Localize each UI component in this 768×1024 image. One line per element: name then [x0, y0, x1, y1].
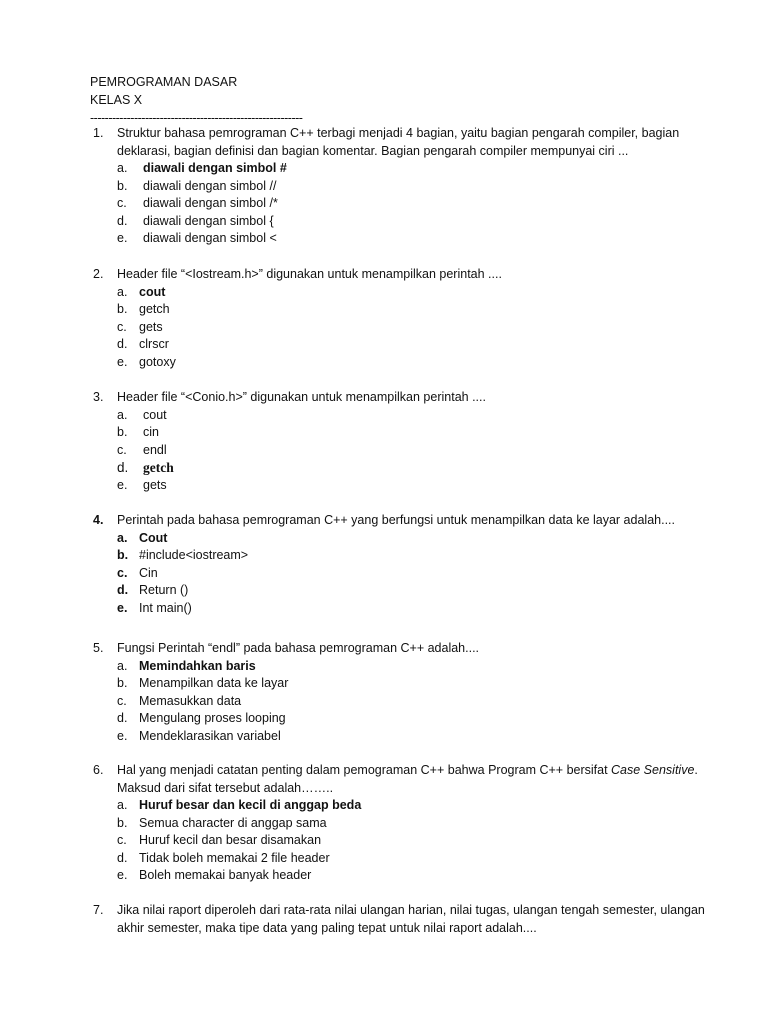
option-text: cout	[139, 284, 166, 299]
option-letter: b.	[117, 676, 128, 690]
option-letter: a.	[117, 798, 128, 812]
question-text-part: . Maksud dari sifat tersebut adalah……..	[117, 763, 698, 795]
question-number: 6.	[93, 763, 104, 777]
option-text: cout	[143, 407, 167, 422]
option-letter: e.	[117, 477, 128, 492]
option-text: Cout	[139, 530, 168, 545]
option-letter: b.	[117, 302, 128, 316]
options-list	[117, 407, 733, 495]
option-text: diawali dengan simbol #	[143, 161, 287, 175]
option-letter: b.	[117, 815, 128, 830]
options-list	[117, 284, 733, 372]
option-text: Cin	[139, 565, 158, 580]
option-text: getch	[143, 460, 174, 475]
option-letter: e.	[117, 728, 128, 743]
subject-title: PEMROGRAMAN DASAR	[90, 75, 238, 89]
option-letter: d.	[117, 583, 129, 597]
option-letter: d.	[117, 850, 128, 865]
option-letter: a.	[117, 658, 128, 673]
option-text: diawali dengan simbol <	[143, 231, 277, 245]
options-list	[117, 658, 733, 746]
option-letter: c.	[117, 319, 127, 334]
option-letter: b.	[117, 425, 128, 439]
option-text: gets	[143, 477, 167, 492]
question-7	[93, 902, 733, 937]
option-text: Return ()	[139, 583, 189, 597]
option-text: Semua character di anggap sama	[139, 815, 327, 830]
option-text: Int main()	[139, 600, 192, 615]
class-label: KELAS X	[90, 93, 143, 107]
option-text: Huruf besar dan kecil di anggap beda	[139, 798, 362, 812]
option-letter: b.	[117, 178, 128, 193]
option-letter: d.	[117, 337, 128, 351]
option-text: diawali dengan simbol /*	[143, 196, 278, 210]
option-text: Boleh memakai banyak header	[139, 868, 312, 882]
option-letter: e.	[117, 231, 128, 245]
option-text: diawali dengan simbol {	[143, 213, 274, 228]
case-sensitive-term: Case Sensitive	[611, 763, 695, 777]
question-text: Perintah pada bahasa pemrograman C++ yang berfungsi untuk menampilkan data ke layar adalah....	[117, 513, 675, 527]
option-text: clrscr	[139, 337, 169, 351]
option-text: Mengulang proses looping	[139, 711, 286, 725]
question-text: Fungsi Perintah “endl” pada bahasa pemrograman C++ adalah....	[117, 641, 480, 655]
option-letter: a.	[117, 284, 128, 299]
option-text: Huruf kecil dan besar disamakan	[139, 833, 322, 847]
option-letter: c.	[117, 565, 128, 580]
option-letter: b.	[117, 548, 129, 562]
question-2	[93, 266, 733, 371]
option-text: Tidak boleh memakai 2 file header	[139, 850, 330, 865]
question-1	[93, 125, 733, 248]
question-number: 3.	[93, 390, 104, 404]
option-text: Mendeklarasikan variabel	[139, 728, 281, 743]
option-text: Memasukkan data	[139, 693, 242, 708]
option-text: endl	[143, 442, 167, 457]
option-text: diawali dengan simbol //	[143, 178, 277, 193]
document-header	[90, 73, 302, 127]
option-letter: d.	[117, 213, 128, 228]
option-letter: e.	[117, 600, 128, 615]
options-list	[117, 160, 733, 248]
question-number: 5.	[93, 641, 104, 655]
option-text: gets	[139, 319, 163, 334]
option-text: gotoxy	[139, 354, 176, 369]
option-text: #include<iostream>	[139, 548, 249, 562]
question-text	[117, 762, 733, 797]
question-number: 4.	[93, 513, 104, 527]
question-text: Header file “<Iostream.h>” digunakan untuk menampilkan perintah ....	[117, 267, 502, 281]
question-text: Header file “<Conio.h>” digunakan untuk menampilkan perintah ....	[117, 390, 486, 404]
question-3	[93, 389, 733, 494]
option-letter: a.	[117, 530, 128, 545]
option-letter: a.	[117, 407, 128, 422]
option-letter: d.	[117, 460, 129, 475]
option-letter: c.	[117, 833, 127, 847]
option-letter: c.	[117, 442, 127, 457]
question-text: Struktur bahasa pemrograman C++ terbagi menjadi 4 bagian, yaitu bagian pengarah compiler, bagian deklarasi, bagian definisi dan bagian komentar. Bagian pengarah compiler mempunyai ciri ...	[117, 126, 680, 158]
options-list	[117, 797, 733, 885]
header-divider: ----------------------------------------------------------	[90, 111, 303, 125]
option-letter: d.	[117, 711, 128, 725]
option-text: Menampilkan data ke layar	[139, 676, 289, 690]
question-number: 2.	[93, 267, 104, 281]
option-letter: e.	[117, 354, 128, 369]
options-list	[117, 530, 733, 618]
option-letter: a.	[117, 161, 128, 175]
option-letter: c.	[117, 693, 127, 708]
option-text: cin	[143, 425, 159, 439]
question-text: Jika nilai raport diperoleh dari rata-rata nilai ulangan harian, nilai tugas, ulangan tengah semester, ulangan akhir semester, maka tipe data yang paling tepat untuk nilai raport adalah....	[117, 903, 705, 935]
option-text: Memindahkan baris	[139, 658, 256, 673]
question-number: 1.	[93, 126, 104, 140]
option-text: getch	[139, 302, 170, 316]
question-4	[93, 512, 733, 617]
option-letter: e.	[117, 868, 128, 882]
question-6	[93, 762, 733, 885]
question-number: 7.	[93, 903, 104, 917]
question-5	[93, 640, 733, 745]
option-letter: c.	[117, 196, 127, 210]
question-text-part: Hal yang menjadi catatan penting dalam pemograman C++ bahwa Program C++ bersifat	[117, 763, 612, 777]
